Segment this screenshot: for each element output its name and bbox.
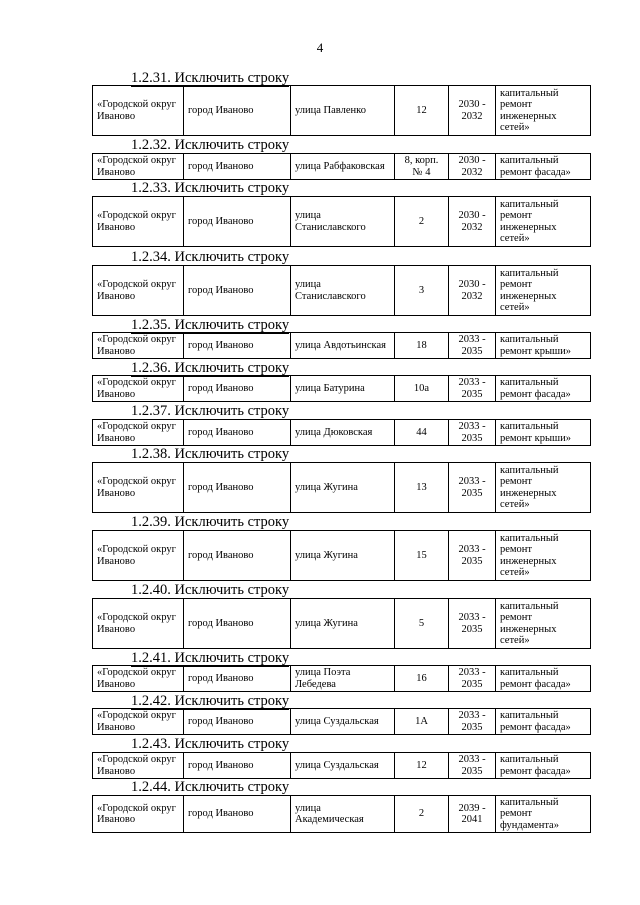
- cell-period: 2033 - 2035: [449, 420, 496, 446]
- cell-work: капитальный ремонт инженерных сетей»: [496, 266, 591, 316]
- cell-work: капитальный ремонт инженерных сетей»: [496, 86, 591, 136]
- table-row: [92, 419, 591, 446]
- cell-street: улица Батурина: [291, 376, 395, 402]
- cell-period: 2030 - 2032: [449, 154, 496, 180]
- cell-work: капитальный ремонт инженерных сетей»: [496, 531, 591, 581]
- cell-municipality: «Городской округ Иваново: [93, 531, 184, 581]
- cell-period: 2033 - 2035: [449, 599, 496, 649]
- cell-street: улица Академическая: [291, 796, 395, 833]
- section-heading: 1.2.40. Исключить строку: [131, 582, 290, 598]
- cell-period: 2030 - 2032: [449, 197, 496, 247]
- cell-work: капитальный ремонт инженерных сетей»: [496, 197, 591, 247]
- cell-municipality: «Городской округ Иваново: [93, 666, 184, 692]
- cell-municipality: «Городской округ Иваново: [93, 376, 184, 402]
- cell-municipality: «Городской округ Иваново: [93, 420, 184, 446]
- table-row: [92, 530, 591, 581]
- cell-settlement: город Иваново: [184, 709, 291, 735]
- cell-house: 12: [395, 753, 449, 779]
- cell-period: 2033 - 2035: [449, 753, 496, 779]
- cell-street: улица Дюковская: [291, 420, 395, 446]
- cell-house: 8, корп. № 4: [395, 154, 449, 180]
- cell-municipality: «Городской округ Иваново: [93, 197, 184, 247]
- section-heading: 1.2.41. Исключить строку: [131, 650, 290, 666]
- cell-settlement: город Иваново: [184, 420, 291, 446]
- section-heading: 1.2.31. Исключить строку: [131, 70, 290, 86]
- cell-work: капитальный ремонт фасада»: [496, 709, 591, 735]
- cell-house: 3: [395, 266, 449, 316]
- cell-house: 16: [395, 666, 449, 692]
- cell-settlement: город Иваново: [184, 376, 291, 402]
- section-heading: 1.2.36. Исключить строку: [131, 360, 290, 376]
- cell-work: капитальный ремонт крыши»: [496, 420, 591, 446]
- cell-settlement: город Иваново: [184, 666, 291, 692]
- section-heading: 1.2.32. Исключить строку: [131, 137, 290, 153]
- section-heading: 1.2.34. Исключить строку: [131, 249, 290, 265]
- section-heading: 1.2.38. Исключить строку: [131, 446, 290, 462]
- cell-settlement: город Иваново: [184, 599, 291, 649]
- cell-municipality: «Городской округ Иваново: [93, 709, 184, 735]
- table-row: [92, 708, 591, 735]
- cell-period: 2033 - 2035: [449, 666, 496, 692]
- cell-work: капитальный ремонт фасада»: [496, 154, 591, 180]
- table-row: [92, 265, 591, 316]
- cell-period: 2033 - 2035: [449, 333, 496, 359]
- cell-work: капитальный ремонт фасада»: [496, 666, 591, 692]
- cell-municipality: «Городской округ Иваново: [93, 333, 184, 359]
- cell-work: капитальный ремонт инженерных сетей»: [496, 599, 591, 649]
- cell-settlement: город Иваново: [184, 266, 291, 316]
- section-heading: 1.2.39. Исключить строку: [131, 514, 290, 530]
- cell-street: улица Жугина: [291, 463, 395, 513]
- table-row: [92, 795, 591, 833]
- cell-house: 18: [395, 333, 449, 359]
- cell-street: улица Станиславского: [291, 197, 395, 247]
- cell-work: капитальный ремонт фасада»: [496, 376, 591, 402]
- cell-settlement: город Иваново: [184, 86, 291, 136]
- table-row: [92, 665, 591, 692]
- cell-settlement: город Иваново: [184, 796, 291, 833]
- cell-street: улица Станиславского: [291, 266, 395, 316]
- cell-house: 2: [395, 197, 449, 247]
- section-heading: 1.2.35. Исключить строку: [131, 317, 290, 333]
- cell-street: улица Суздальская: [291, 709, 395, 735]
- table-row: [92, 196, 591, 247]
- cell-period: 2033 - 2035: [449, 376, 496, 402]
- cell-house: 15: [395, 531, 449, 581]
- cell-period: 2033 - 2035: [449, 709, 496, 735]
- cell-house: 13: [395, 463, 449, 513]
- cell-municipality: «Городской округ Иваново: [93, 86, 184, 136]
- cell-period: 2030 - 2032: [449, 86, 496, 136]
- cell-house: 2: [395, 796, 449, 833]
- cell-street: улица Павленко: [291, 86, 395, 136]
- cell-period: 2033 - 2035: [449, 463, 496, 513]
- cell-street: улица Поэта Лебедева: [291, 666, 395, 692]
- section-heading: 1.2.42. Исключить строку: [131, 693, 290, 709]
- cell-municipality: «Городской округ Иваново: [93, 753, 184, 779]
- cell-street: улица Суздальская: [291, 753, 395, 779]
- cell-settlement: город Иваново: [184, 154, 291, 180]
- cell-settlement: город Иваново: [184, 463, 291, 513]
- cell-settlement: город Иваново: [184, 333, 291, 359]
- cell-work: капитальный ремонт крыши»: [496, 333, 591, 359]
- cell-municipality: «Городской округ Иваново: [93, 154, 184, 180]
- cell-street: улица Жугина: [291, 531, 395, 581]
- cell-house: 44: [395, 420, 449, 446]
- table-row: [92, 153, 591, 180]
- cell-house: 10а: [395, 376, 449, 402]
- table-row: [92, 85, 591, 136]
- cell-house: 5: [395, 599, 449, 649]
- table-row: [92, 332, 591, 359]
- cell-period: 2030 - 2032: [449, 266, 496, 316]
- section-heading: 1.2.44. Исключить строку: [131, 779, 290, 795]
- page-number: 4: [316, 40, 324, 55]
- table-row: [92, 598, 591, 649]
- cell-municipality: «Городской округ Иваново: [93, 796, 184, 833]
- section-heading: 1.2.33. Исключить строку: [131, 180, 290, 196]
- cell-street: улица Рабфаковская: [291, 154, 395, 180]
- section-heading: 1.2.43. Исключить строку: [131, 736, 290, 752]
- cell-municipality: «Городской округ Иваново: [93, 599, 184, 649]
- table-row: [92, 375, 591, 402]
- cell-street: улица Авдотьинская: [291, 333, 395, 359]
- cell-settlement: город Иваново: [184, 753, 291, 779]
- cell-period: 2033 - 2035: [449, 531, 496, 581]
- table-row: [92, 462, 591, 513]
- cell-work: капитальный ремонт инженерных сетей»: [496, 463, 591, 513]
- cell-municipality: «Городской округ Иваново: [93, 463, 184, 513]
- cell-period: 2039 - 2041: [449, 796, 496, 833]
- cell-work: капитальный ремонт фасада»: [496, 753, 591, 779]
- cell-house: 12: [395, 86, 449, 136]
- cell-work: капитальный ремонт фундамента»: [496, 796, 591, 833]
- cell-street: улица Жугина: [291, 599, 395, 649]
- cell-municipality: «Городской округ Иваново: [93, 266, 184, 316]
- cell-house: 1А: [395, 709, 449, 735]
- cell-settlement: город Иваново: [184, 197, 291, 247]
- table-row: [92, 752, 591, 779]
- section-heading: 1.2.37. Исключить строку: [131, 403, 290, 419]
- cell-settlement: город Иваново: [184, 531, 291, 581]
